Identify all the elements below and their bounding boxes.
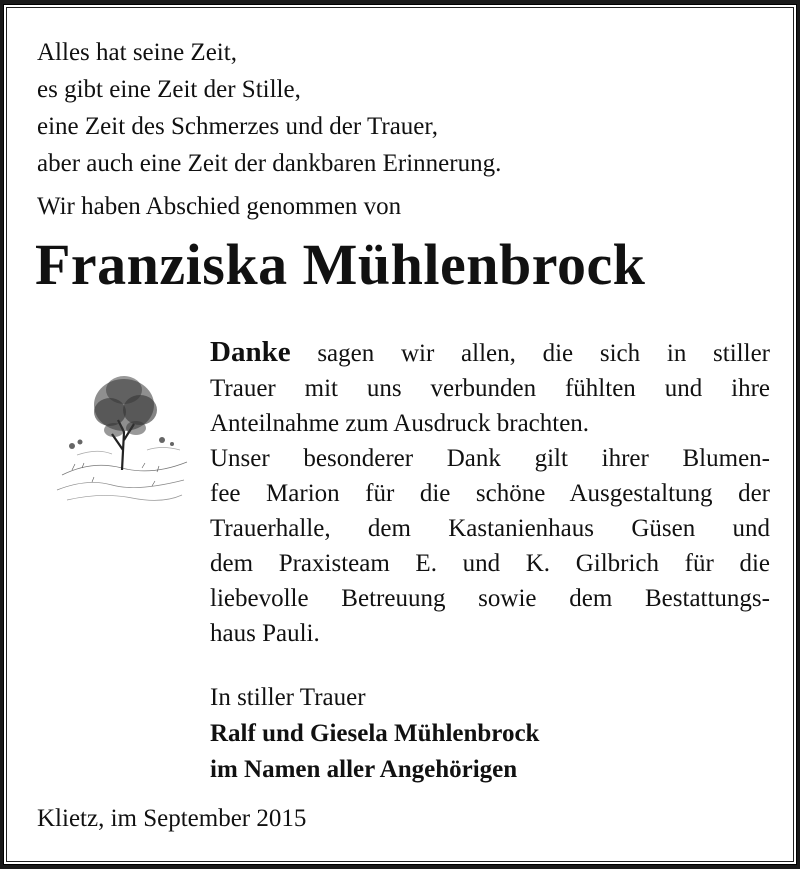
thanks-lead: Danke xyxy=(210,336,291,368)
poem-line-2: es gibt eine Zeit der Stille, xyxy=(37,76,301,103)
thanks-line-3: Anteilnahme zum Ausdruck brachten. xyxy=(210,410,590,437)
obituary-notice xyxy=(3,4,797,865)
thanks-line-4: Unser besonderer Dank gilt ihrer Blumen- xyxy=(210,445,770,472)
signature-line-1: In stiller Trauer xyxy=(210,684,366,711)
thanks-line-7: dem Praxisteam E. und K. Gilbrich für die xyxy=(210,550,770,577)
thanks-line-6: Trauerhalle, dem Kastanienhaus Güsen und xyxy=(210,515,770,542)
poem-line-4: aber auch eine Zeit der dankbaren Erinnerung. xyxy=(37,150,502,177)
thanks-line-5: fee Marion für die schöne Ausgestaltung der xyxy=(210,480,770,507)
poem xyxy=(37,34,501,182)
poem-line-1: Alles hat seine Zeit, xyxy=(37,39,237,66)
thanks-line-9: haus Pauli. xyxy=(210,620,320,647)
thanks-line-8: liebevolle Betreuung sowie dem Bestattungs- xyxy=(210,585,770,612)
signature xyxy=(210,680,539,788)
thanks-line-2: Trauer mit uns verbunden fühlten und ihre xyxy=(210,375,770,402)
deceased-name: Franziska Mühlenbrock xyxy=(35,232,646,297)
place-date: Klietz, im September 2015 xyxy=(37,805,307,832)
thanks-text xyxy=(210,335,770,651)
intro-text: Wir haben Abschied genommen von xyxy=(37,193,402,220)
signature-family: im Namen aller Angehörigen xyxy=(210,756,518,783)
poem-line-3: eine Zeit des Schmerzes und der Trauer, xyxy=(37,113,438,140)
signature-names: Ralf und Giesela Mühlenbrock xyxy=(210,720,540,747)
thanks-line-1 xyxy=(210,335,770,371)
thanks-line-1-rest: sagen wir allen, die sich in stiller xyxy=(290,340,770,367)
tree-illustration-icon xyxy=(52,350,192,510)
